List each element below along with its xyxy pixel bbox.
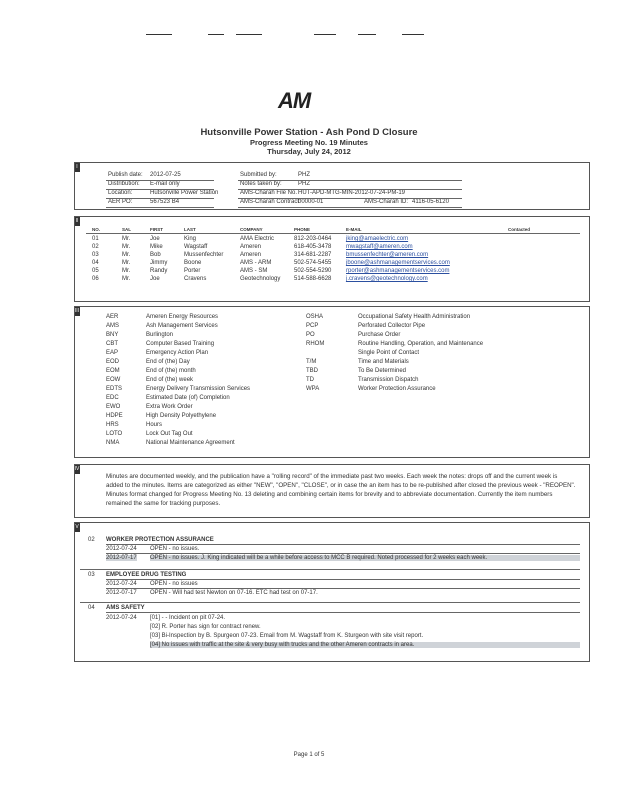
table-cell: Mr. [122, 276, 131, 282]
info-label: Notes taken by: [240, 181, 282, 187]
entry-text: OPEN - no issues. J. King indicated will be a while before access to MCC B required. Noted processed for 2 weeks each week. [150, 555, 580, 561]
entry-text: [03] Bi-Inspection by B. Spurgeon 07-23. Email from M. Wagstaff from K. Sturgeon with site visit report. [150, 633, 424, 639]
table-cell: 02 [92, 244, 99, 250]
info-value: 2012-07-25 [150, 172, 181, 178]
table-cell: 01 [92, 236, 99, 242]
table-cell: Cravens [184, 276, 207, 282]
abbr-def: Time and Materials [358, 359, 409, 365]
table-cell: Wagstaff [184, 244, 208, 250]
col-header: LAST [184, 227, 196, 232]
abbr: AER [106, 314, 119, 320]
col-header: Contacted [508, 227, 531, 232]
abbr: EAP [106, 350, 119, 356]
email-link[interactable]: rporter@ashmanagementservices.com [346, 268, 450, 274]
table-cell: 502-574-5455 [294, 260, 332, 266]
abbr-def: National Maintenance Agreement [146, 440, 235, 446]
email-link[interactable]: jking@amaelectric.com [346, 236, 409, 242]
minutes-note-text: Minutes are documented weekly, and the publication have a "rolling record" of the immediate past two weeks. Each week the notes: drops off and the current week is added to the minutes. Items are categorized as either "NEW", "OPEN", "CLOSE", or in case the an item has to be re-published after closed the previous week - "REOPEN". Minutes format changed for Progress Meeting No. 13 deleting and combining certain items for brevity and to abbreviate documentation. Currently the item numbers remained the same for tracking purposes. [106, 473, 576, 507]
table-cell: Boone [184, 260, 202, 266]
table-cell: Ameren [240, 252, 262, 258]
table-cell: AMS - ARM [240, 260, 272, 266]
table-cell: Jimmy [150, 260, 168, 266]
entry-date: 2012-07-24 [106, 546, 137, 552]
col-header: SAL [122, 227, 131, 232]
table-cell: 812-203-0464 [294, 236, 332, 242]
table-cell: 514-588-6628 [294, 276, 332, 282]
table-cell: AMA Electric [240, 236, 275, 242]
abbr: LOTO [106, 431, 123, 437]
abbr-def: Perforated Collector Pipe [358, 323, 426, 329]
info-label: AMS-Charah Contract: [240, 199, 301, 205]
table-cell: Bob [150, 252, 161, 258]
info-label: AMS-Charah ID: [364, 199, 409, 205]
info-label: AER PO: [108, 199, 133, 205]
table-cell: 04 [92, 260, 99, 266]
info-value: Hutsonville Power Station [150, 190, 219, 196]
abbr: EDC [106, 395, 119, 401]
section-marker: II [75, 218, 79, 224]
table-cell: 03 [92, 252, 99, 258]
info-label: Publish date: [108, 172, 143, 178]
document-subtitle: Progress Meeting No. 19 Minutes [250, 138, 368, 147]
abbr-def: Purchase Order [358, 332, 401, 338]
abbr-def: Worker Protection Assurance [358, 386, 436, 392]
table-cell: Joe [150, 276, 160, 282]
abbr-def: Energy Delivery Transmission Services [146, 386, 251, 392]
col-header: COMPANY [240, 227, 263, 232]
abbr-def: Hours [146, 422, 163, 428]
abbr: TD [306, 377, 314, 383]
abbr: WPA [306, 386, 320, 392]
abbr: EOD [106, 359, 120, 365]
abbr-def: To Be Determined [358, 368, 407, 374]
table-cell: Geotechnology [240, 276, 281, 282]
abbr: BNY [106, 332, 119, 338]
header-rule [146, 34, 172, 35]
info-value: PHZ [298, 172, 310, 178]
item-title: AMS SAFETY [106, 605, 145, 611]
page-number: Page 1 of 5 [293, 752, 325, 758]
info-value: 4116-05-6120 [412, 199, 449, 205]
header-rule [402, 34, 424, 35]
header-rule [236, 34, 262, 35]
table-cell: Randy [150, 268, 168, 274]
info-label: AMS-Charah File No. [240, 190, 298, 196]
email-link[interactable]: bmussenfechter@ameren.com [346, 252, 429, 258]
abbr: HRS [106, 422, 119, 428]
company-logo: AM [278, 88, 311, 113]
meeting-date: Thursday, July 24, 2012 [267, 147, 351, 156]
info-value: HUT-APD-MTG-MIN-2012-07-24-PM-19 [298, 190, 406, 196]
abbr-def: Burlington [146, 332, 174, 338]
info-value: 567523 B4 [150, 199, 180, 205]
abbr: EDTS [106, 386, 123, 392]
header-rule [314, 34, 336, 35]
table-cell: AMS - SM [240, 268, 268, 274]
abbr-def: End of (the) month [146, 368, 196, 374]
col-header: NO. [92, 227, 101, 232]
table-cell: Mussenfechter [184, 252, 224, 258]
abbr-def: Lock Out Tag Out [146, 431, 193, 437]
abbr-def: Estimated Date (of) Completion [146, 395, 230, 401]
info-value: PHZ [298, 181, 310, 187]
entry-text: [02] R. Porter has sign for contract renew. [150, 624, 261, 630]
table-cell: Mr. [122, 236, 131, 242]
entry-text: OPEN - no issues. [150, 546, 200, 552]
entry-text: OPEN - no issues [150, 581, 198, 587]
item-title: WORKER PROTECTION ASSURANCE [106, 537, 214, 543]
abbr-def: Emergency Action Plan [146, 350, 209, 356]
email-link[interactable]: j.cravens@geotechnology.com [346, 276, 428, 282]
abbr: PO [306, 332, 315, 338]
table-cell: 502-554-5290 [294, 268, 332, 274]
abbr: AMS [106, 323, 120, 329]
table-cell: Mr. [122, 252, 131, 258]
abbr: TBD [306, 368, 318, 374]
abbr: PCP [306, 323, 319, 329]
info-label: Submitted by: [240, 172, 277, 178]
abbr: OSHA [306, 314, 324, 320]
section-marker: IV [74, 466, 80, 472]
abbr-def: Ash Management Services [146, 323, 218, 329]
abbr: RHOM [306, 341, 325, 347]
entry-text: [01] - - Incident on pit 07-24. [150, 615, 226, 621]
table-cell: 618-405-3478 [294, 244, 332, 250]
item-number: 03 [88, 572, 95, 578]
info-value: E-mail only [150, 181, 180, 187]
entry-date: 2012-07-17 [106, 590, 137, 596]
document-title: Hutsonville Power Station - Ash Pond D Closure [200, 127, 418, 138]
table-cell: 05 [92, 268, 99, 274]
table-cell: 314-681-2287 [294, 252, 332, 258]
abbr-def: Extra Work Order [146, 404, 193, 410]
abbr: EOM [106, 368, 120, 374]
abbr-def: Ameren Energy Resources [146, 314, 219, 320]
section-marker: V [75, 524, 79, 530]
abbr: T/M [306, 359, 317, 365]
entry-text: OPEN - Will had test Newton on 07-16. ETC had test on 07-17. [150, 590, 318, 596]
table-cell: King [184, 236, 197, 242]
abbr: EOW [106, 377, 121, 383]
col-header: E-MAIL [346, 227, 362, 232]
header-rule [358, 34, 376, 35]
item-number: 02 [88, 537, 95, 543]
email-link[interactable]: jboone@ashmanagementservices.com [346, 260, 450, 266]
abbr: CBT [106, 341, 118, 347]
entry-text: [04] No issues with traffic at the site & very busy with trucks and the other Ameren contracts in area. [150, 642, 580, 648]
table-cell: Mike [150, 244, 163, 250]
info-label: Distribution: [108, 181, 140, 187]
table-cell: Joe [150, 236, 160, 242]
table-cell: Mr. [122, 268, 131, 274]
header-rule [208, 34, 224, 35]
abbr: EWO [106, 404, 121, 410]
info-label: Location: [108, 190, 133, 196]
abbr-def: End of (the) week [146, 377, 194, 383]
table-cell: Mr. [122, 244, 131, 250]
section-marker: III [74, 308, 80, 314]
item-title: EMPLOYEE DRUG TESTING [106, 572, 187, 578]
entry-date: 2012-07-24 [106, 615, 137, 621]
abbr: HDPE [106, 413, 123, 419]
info-value: 00000-01 [298, 199, 324, 205]
table-cell: Ameren [240, 244, 262, 250]
table-cell: Mr. [122, 260, 131, 266]
table-cell: Porter [184, 268, 201, 274]
abbr-def: Occupational Safety Health Administration [358, 314, 471, 320]
abbr-def: End of (the) Day [146, 359, 190, 365]
abbr-def: Single Point of Contact [358, 350, 420, 356]
item-number: 04 [88, 605, 95, 611]
col-header: PHONE [294, 227, 311, 232]
abbr-def: High Density Polyethylene [146, 413, 217, 419]
entry-date: 2012-07-17 [106, 555, 137, 561]
abbr-def: Routine Handling, Operation, and Maintenance [358, 341, 484, 347]
abbr-def: Transmission Dispatch [358, 377, 419, 383]
entry-date: 2012-07-24 [106, 581, 137, 587]
abbr: NMA [106, 440, 120, 446]
abbr-def: Computer Based Training [146, 341, 215, 347]
email-link[interactable]: mwagstaff@ameren.com [346, 244, 413, 250]
col-header: FIRST [150, 227, 163, 232]
section-marker: I [74, 162, 80, 172]
table-cell: 06 [92, 276, 99, 282]
